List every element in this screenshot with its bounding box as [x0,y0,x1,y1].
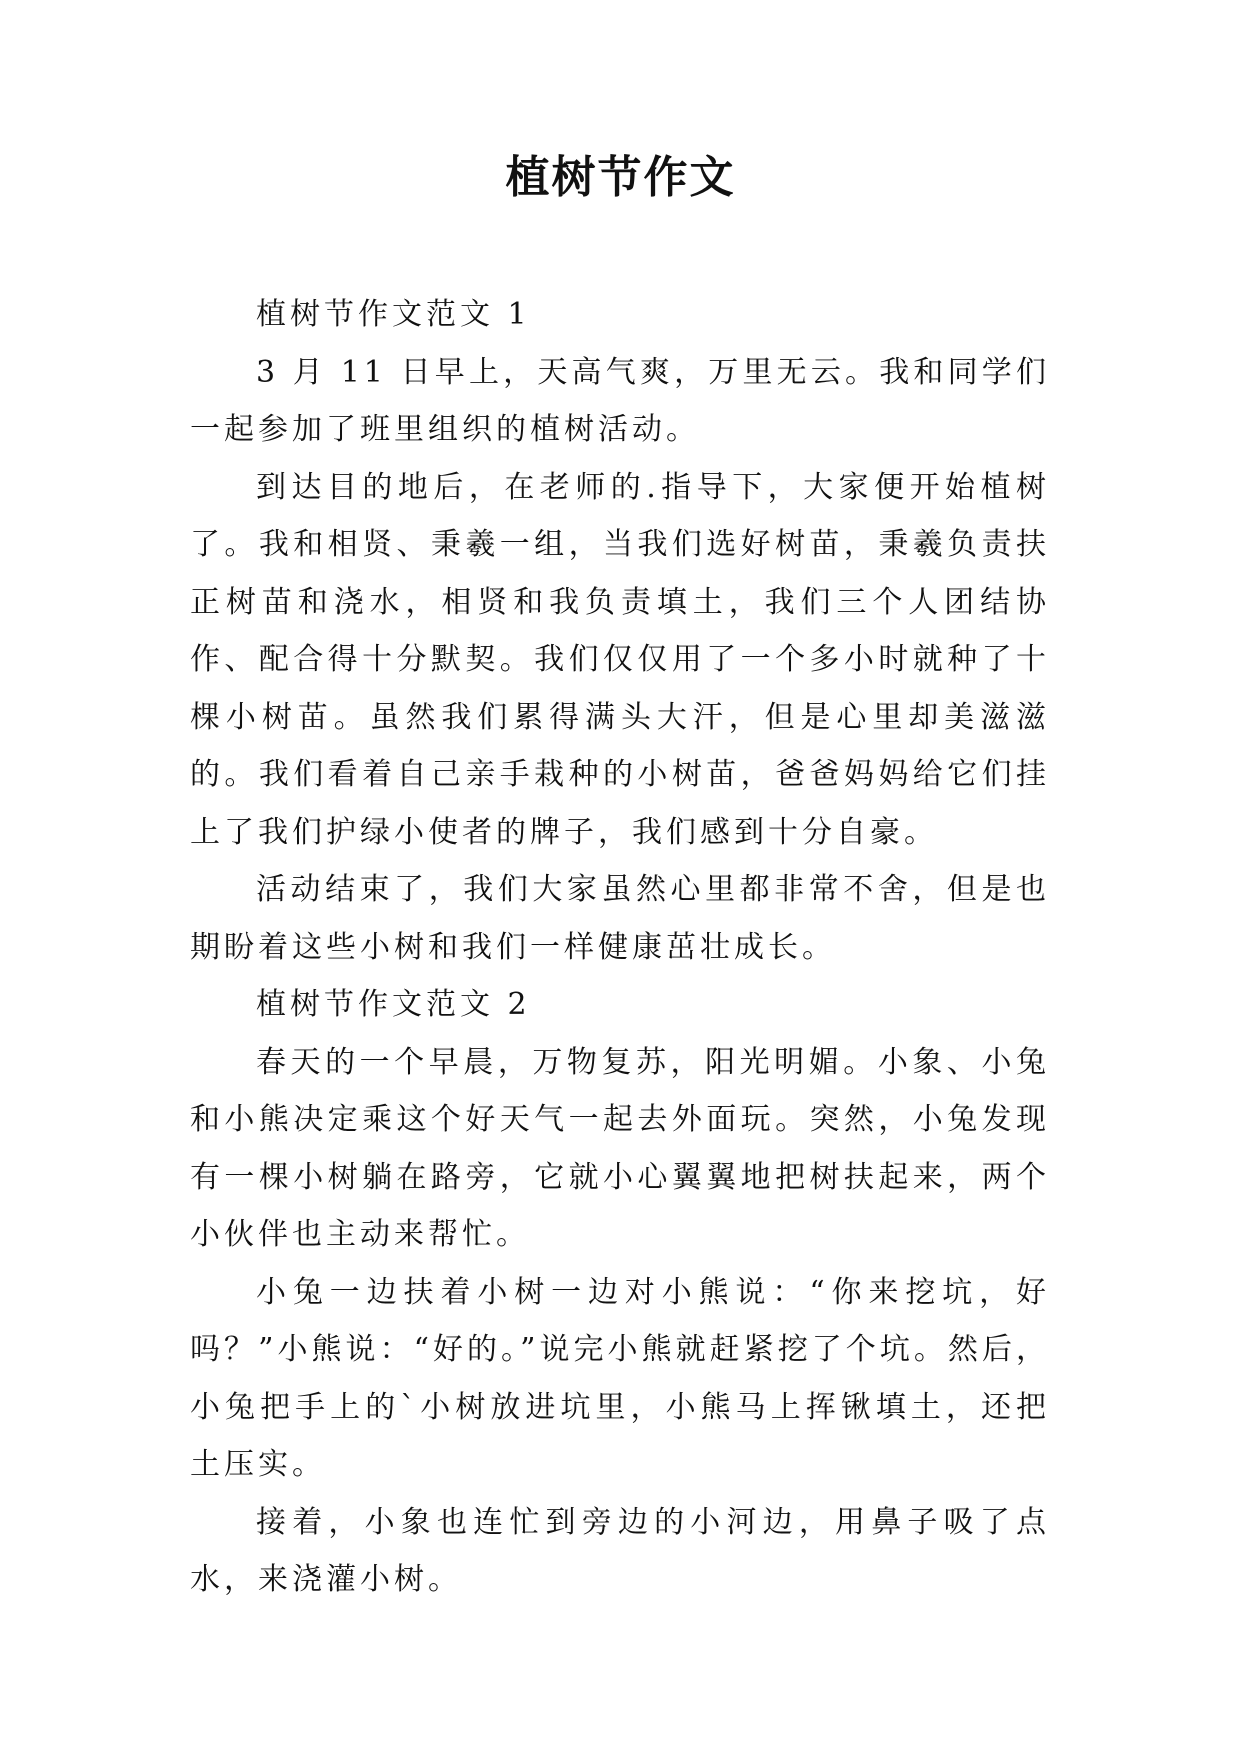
paragraph: 活动结束了，我们大家虽然心里都非常不舍，但是也期盼着这些小树和我们一样健康茁壮成长。 [190,872,1050,965]
paragraph: 接着，小象也连忙到旁边的小河边，用鼻子吸了点水，来浇灌小树。 [190,1504,1050,1597]
document-title: 植树节作文 [505,152,736,203]
section-heading-2: 植树节作文范文 2 [256,987,531,1022]
paragraph: 3 月 11 日早上，天高气爽，万里无云。我和同学们一起参加了班里组织的植树活动。 [190,354,1050,447]
paragraph: 小兔一边扶着小树一边对小熊说：“你来挖坑，好吗？”小熊说：“好的。”说完小熊就赶紧挖了个坑。然后，小兔把手上的`小树放进坑里，小熊马上挥锹填土，还把土压实。 [190,1274,1050,1482]
document-body [190,286,1050,1609]
section-heading-1: 植树节作文范文 1 [256,297,531,332]
paragraph: 春天的一个早晨，万物复苏，阳光明媚。小象、小兔和小熊决定乘这个好天气一起去外面玩。突然，小兔发现有一棵小树躺在路旁，它就小心翼翼地把树扶起来，两个小伙伴也主动来帮忙。 [190,1044,1050,1252]
paragraph: 到达目的地后，在老师的.指导下，大家便开始植树了。我和相贤、秉羲一组，当我们选好树苗，秉羲负责扶正树苗和浇水，相贤和我负责填土，我们三个人团结协作、配合得十分默契。我们仅仅用了一个多小时就种了十棵小树苗。虽然我们累得满头大汗，但是心里却美滋滋的。我们看着自己亲手栽种的小树苗，爸爸妈妈给它们挂上了我们护绿小使者的牌子，我们感到十分自豪。 [190,469,1050,850]
